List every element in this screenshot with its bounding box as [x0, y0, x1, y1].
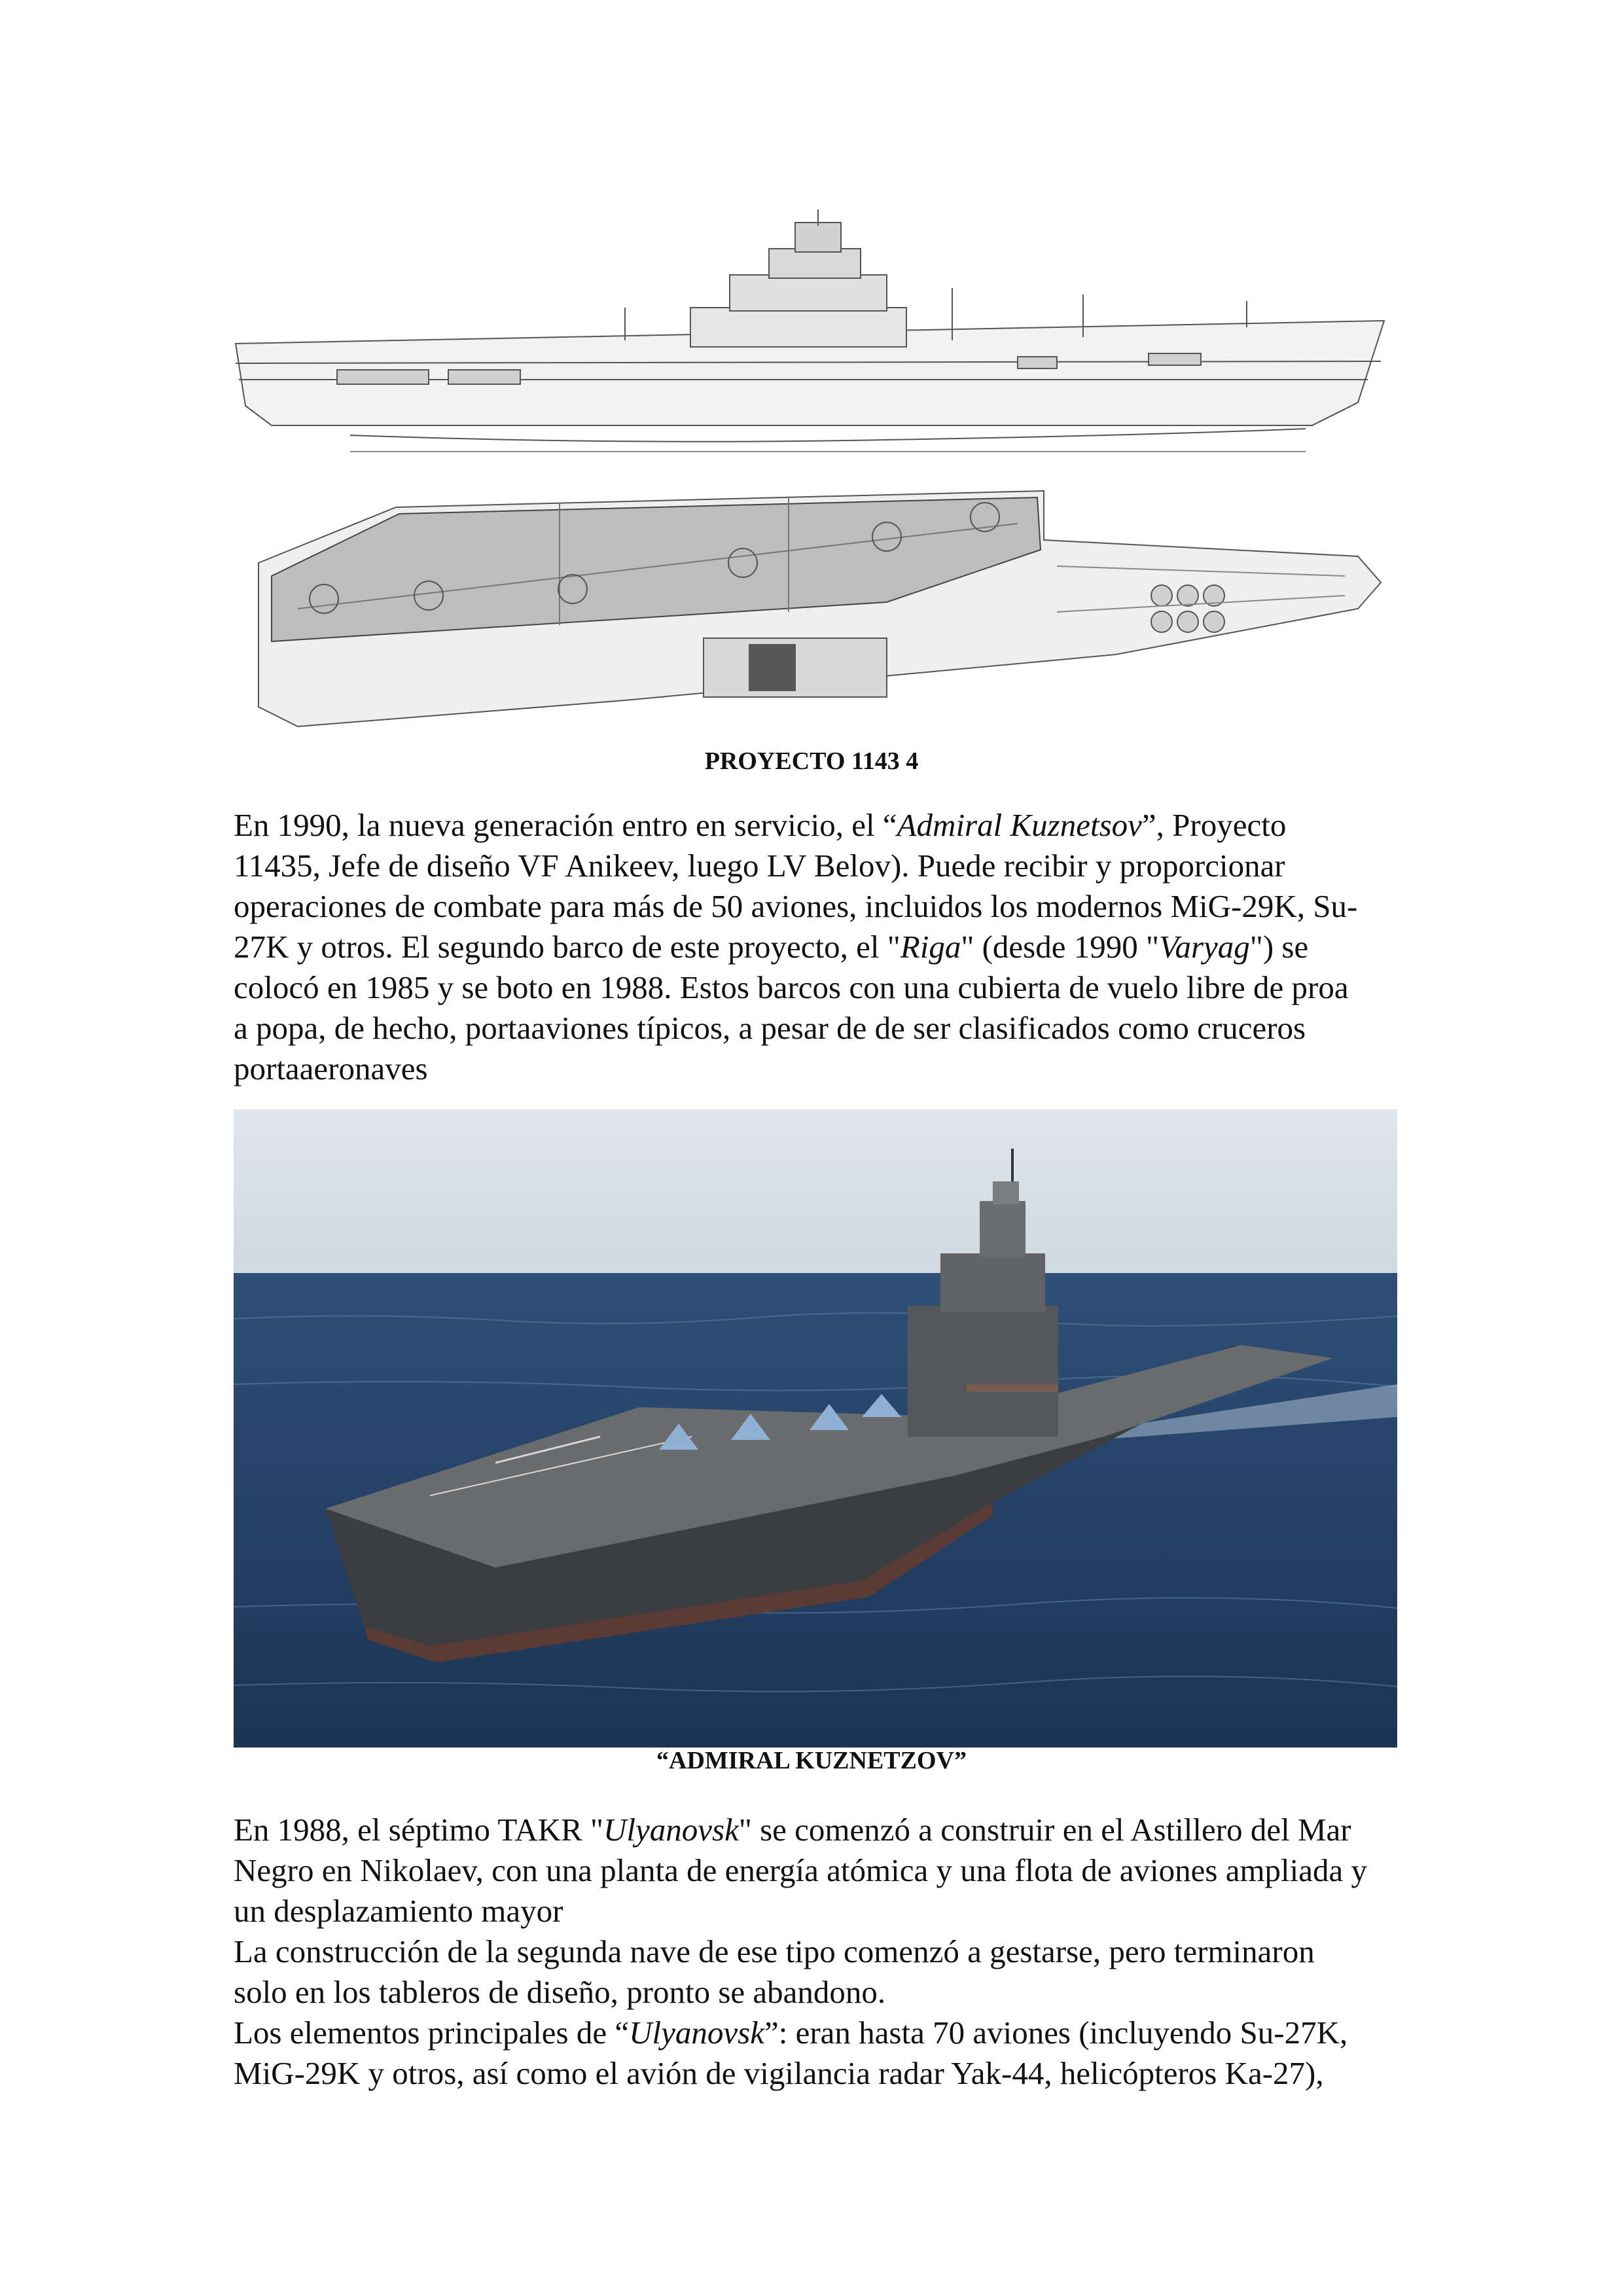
text-line: Los elementos principales de “Ulyanovsk”: eran hasta 70 aviones (incluyendo Su-27K,	[234, 2015, 1348, 2051]
aircraft-carrier-photo	[234, 1109, 1397, 1748]
text-line: 11435, Jefe de diseño VF Anikeev, luego LV Belov). Puede recibir y proporcionar	[234, 848, 1285, 884]
text-line: En 1990, la nueva generación entro en servicio, el “Admiral Kuznetsov”, Proyecto	[234, 807, 1287, 843]
text-line: colocó en 1985 y se boto en 1988. Estos barcos con una cubierta de vuelo libre de proa	[234, 969, 1349, 1005]
body-paragraph	[234, 1810, 1405, 2094]
text-line: portaaeronaves	[234, 1050, 428, 1086]
text-line: Negro en Nikolaev, con una planta de energía atómica y una flota de aviones ampliada y	[234, 1852, 1368, 1888]
text-line: operaciones de combate para más de 50 aviones, incluidos los modernos MiG-29K, Su-	[234, 888, 1358, 924]
ship-blueprint-drawing	[232, 209, 1397, 733]
text-line: solo en los tableros de diseño, pronto se abandono.	[234, 1974, 886, 2010]
figure-caption: “ADMIRAL KUZNETZOV”	[656, 1747, 967, 1774]
text-line: 27K y otros. El segundo barco de este proyecto, el "Riga" (desde 1990 "Varyag") se	[234, 929, 1309, 965]
text-line: a popa, de hecho, portaaviones típicos, a pesar de de ser clasificados como cruceros	[234, 1010, 1306, 1046]
body-paragraph	[234, 805, 1405, 1089]
text-line: MiG-29K y otros, así como el avión de vigilancia radar Yak-44, helicópteros Ka-27),	[234, 2055, 1324, 2091]
text-line: En 1988, el séptimo TAKR "Ulyanovsk" se comenzó a construir en el Astillero del Mar	[234, 1812, 1351, 1848]
text-line: La construcción de la segunda nave de ese tipo comenzó a gestarse, pero terminaron	[234, 1933, 1315, 1969]
figure-caption: PROYECTO 1143 4	[704, 747, 919, 775]
text-line: un desplazamiento mayor	[234, 1893, 563, 1929]
